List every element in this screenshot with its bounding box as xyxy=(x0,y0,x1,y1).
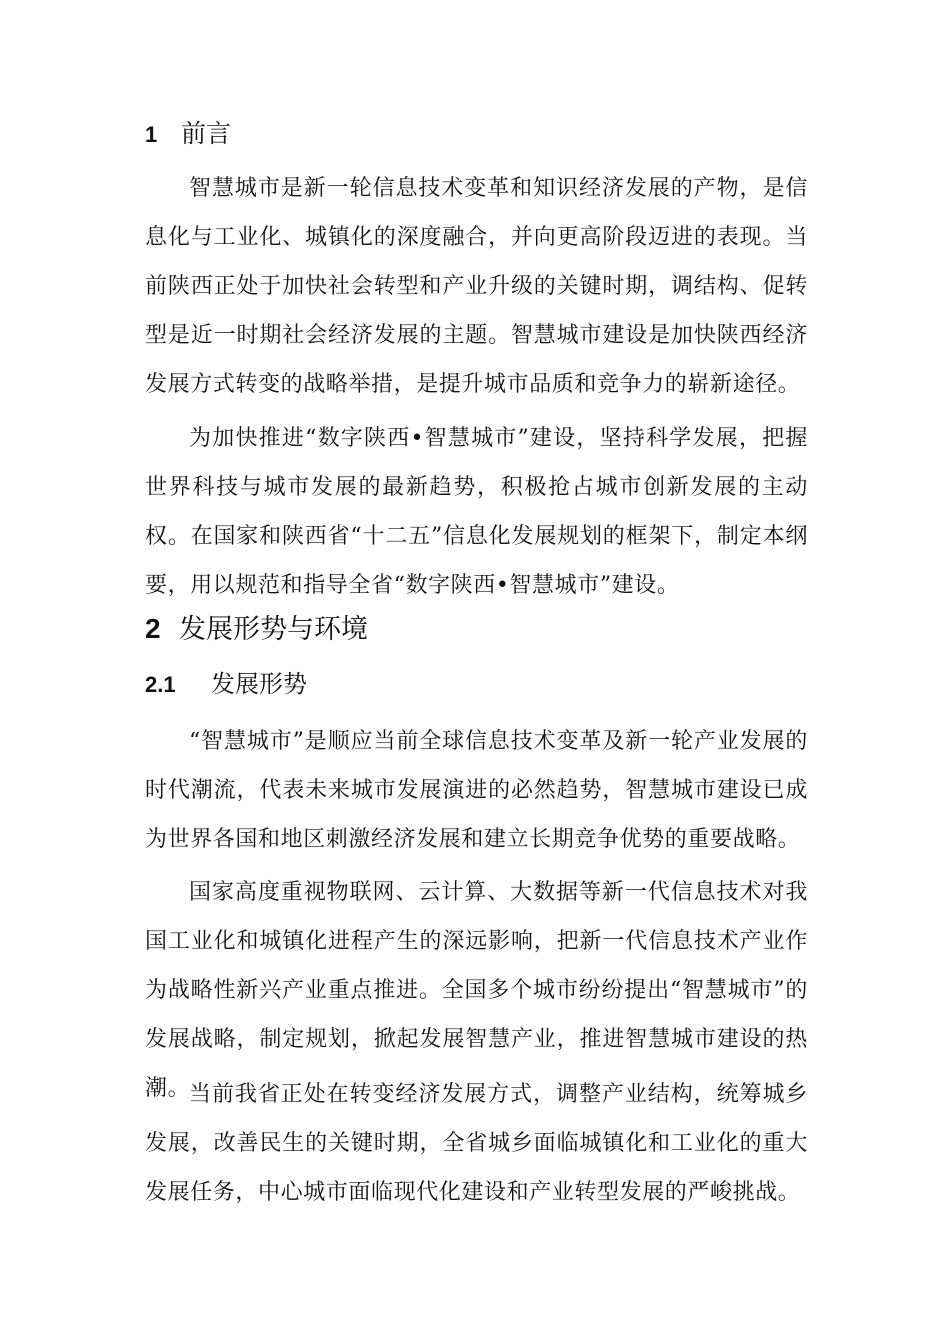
subsection-heading-trend xyxy=(145,664,307,699)
section-title: 发展形势与环境 xyxy=(179,614,368,645)
paragraph: “智慧城市”是顺应当前全球信息技术变革及新一轮产业发展的时代潮流，代表未来城市发展演进的必然趋势，智慧城市建设已成为世界各国和地区刺激经济发展和建立长期竞争优势的重要战略。 xyxy=(145,729,808,852)
section-heading-situation xyxy=(145,607,368,646)
section-number: 2 xyxy=(145,613,161,644)
section-title: 前言 xyxy=(181,119,232,148)
paragraph: 为加快推进“数字陕西•智慧城市”建设，坚持科学发展，把握世界科技与城市发展的最新趋势，积极抢占城市创新发展的主动权。在国家和陕西省“十二五”信息化发展规划的框架下，制定本纲要，用以规范和指导全省“数字陕西•智慧城市”建设。 xyxy=(145,426,808,598)
paragraph: 当前我省正处在转变经济发展方式，调整产业结构，统筹城乡发展，改善民生的关键时期，全省城乡面临城镇化和工业化的重大发展任务，中心城市面临现代化建设和产业转型发展的严峻挑战。 xyxy=(145,1082,808,1205)
subsection-number: 2.1 xyxy=(145,672,176,697)
paragraph: 智慧城市是新一轮信息技术变革和知识经济发展的产物，是信息化与工业化、城镇化的深度融合，并向更高阶段迈进的表现。当前陕西正处于加快社会转型和产业升级的关键时期，调结构、促转型是近一时期社会经济发展的主题。智慧城市建设是加快陕西经济发展方式转变的战略举措，是提升城市品质和竞争力的崭新途径。 xyxy=(145,176,808,397)
subsection-title: 发展形势 xyxy=(211,670,307,698)
section-heading-preface xyxy=(145,114,231,150)
section-number: 1 xyxy=(145,122,158,147)
paragraph: 国家高度重视物联网、云计算、大数据等新一代信息技术对我国工业化和城镇化进程产生的深远影响，把新一代信息技术产业作为战略性新兴产业重点推进。全国多个城市纷纷提出“智慧城市”的发展战略，制定规划，掀起发展智慧产业，推进智慧城市建设的热潮。 xyxy=(145,880,808,1101)
